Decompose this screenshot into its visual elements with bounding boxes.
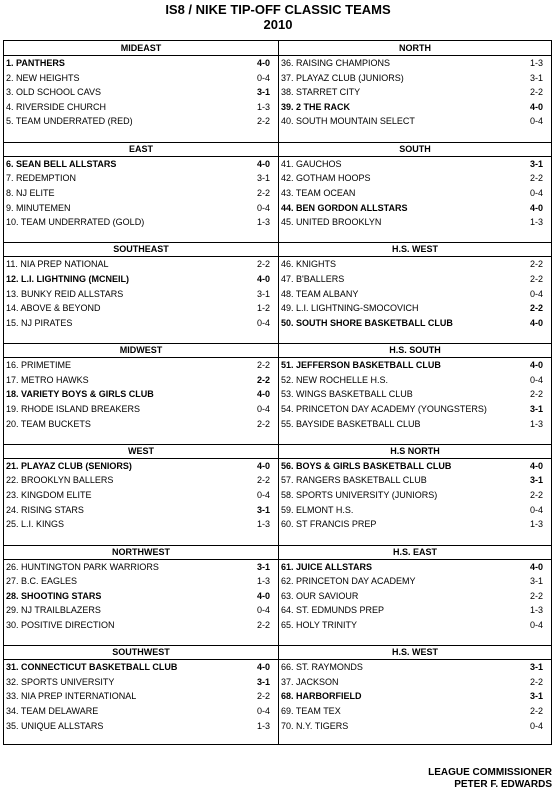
team-name: 16. PRIMETIME — [6, 360, 72, 371]
region-header: H.S NORTH — [390, 445, 440, 456]
team-record: 4-0 — [529, 101, 543, 112]
team-record: 0-4 — [529, 720, 543, 731]
team-name: 61. JUICE ALLSTARS — [281, 561, 373, 572]
team-name: 54. PRINCETON DAY ACADEMY (YOUNGSTERS) — [281, 403, 487, 414]
commissioner-name: PETER F. EDWARDS — [454, 779, 552, 790]
team-name: 35. UNIQUE ALLSTARS — [6, 720, 104, 731]
team-row — [279, 704, 551, 718]
team-record: 4-0 — [529, 460, 543, 471]
team-row — [4, 704, 278, 718]
team-record: 0-4 — [529, 619, 543, 630]
team-row — [4, 215, 278, 229]
region-header: H.S. EAST — [392, 546, 437, 557]
team-row — [4, 171, 278, 185]
team-row — [4, 114, 278, 128]
team-row — [4, 358, 278, 372]
team-row — [279, 215, 551, 229]
team-name: 32. SPORTS UNIVERSITY — [6, 676, 115, 687]
team-record: 0-4 — [256, 317, 270, 328]
team-row — [4, 257, 278, 271]
team-record: 2-2 — [529, 303, 543, 314]
team-row — [279, 373, 551, 387]
team-record: 3-1 — [529, 691, 543, 702]
team-name: 17. METRO HAWKS — [6, 374, 89, 385]
team-record: 2-2 — [256, 619, 270, 630]
team-row — [4, 71, 278, 85]
team-record: 3-1 — [256, 676, 270, 687]
team-name: 48. TEAM ALBANY — [281, 288, 359, 299]
region-header: SOUTH — [399, 143, 431, 154]
team-name: 30. POSITIVE DIRECTION — [6, 619, 115, 630]
team-row — [279, 689, 551, 703]
team-name: 39. 2 THE RACK — [281, 101, 351, 112]
team-record: 0-4 — [256, 490, 270, 500]
team-name: 8. NJ ELITE — [6, 187, 55, 198]
team-row — [279, 100, 551, 114]
team-name: 15. NJ PIRATES — [6, 317, 73, 328]
team-record: 3-1 — [529, 72, 543, 83]
team-record: 3-1 — [256, 87, 270, 98]
team-row — [4, 85, 278, 99]
region-header: NORTHWEST — [112, 546, 170, 557]
team-record: 3-1 — [529, 662, 543, 673]
team-row — [279, 85, 551, 99]
team-row — [279, 257, 551, 271]
team-row — [279, 201, 551, 215]
team-record: 1-3 — [529, 217, 543, 228]
team-name: 3. OLD SCHOOL CAVS — [6, 87, 102, 98]
team-record: 1-3 — [529, 58, 543, 68]
team-name: 37. JACKSON — [281, 676, 339, 687]
team-record: 2-2 — [529, 389, 543, 400]
team-record: 2-2 — [529, 490, 543, 500]
team-row — [4, 186, 278, 200]
team-name: 11. NIA PREP NATIONAL — [6, 259, 109, 270]
team-name: 33. NIA PREP INTERNATIONAL — [6, 691, 137, 702]
team-name: 59. ELMONT H.S. — [281, 504, 354, 515]
region-header: WEST — [128, 445, 154, 456]
team-row — [279, 473, 551, 487]
team-name: 53. WINGS BASKETBALL CLUB — [281, 389, 413, 400]
team-record: 1-3 — [256, 217, 270, 228]
team-record: 4-0 — [529, 360, 543, 371]
team-row — [279, 660, 551, 674]
region-header: MIDEAST — [120, 43, 162, 53]
team-row — [279, 114, 551, 128]
team-name: 43. TEAM OCEAN — [281, 187, 356, 198]
team-record: 0-4 — [529, 288, 543, 299]
team-record: 2-2 — [529, 274, 543, 284]
team-name: 29. NJ TRAILBLAZERS — [6, 605, 101, 616]
team-record: 2-2 — [256, 259, 270, 270]
team-row — [4, 589, 278, 603]
team-record: 1-3 — [529, 418, 543, 429]
team-record: 0-4 — [256, 605, 270, 616]
page-title: IS8 / NIKE TIP-OFF CLASSIC TEAMS — [165, 2, 391, 17]
team-row — [279, 272, 551, 286]
team-record: 1-3 — [256, 519, 270, 530]
team-row — [279, 517, 551, 531]
team-row — [4, 488, 278, 502]
team-record: 2-2 — [529, 676, 543, 687]
team-record: 0-4 — [529, 116, 543, 127]
team-name: 13. BUNKY REID ALLSTARS — [6, 288, 124, 299]
region-header: H.S. SOUTH — [389, 345, 441, 356]
team-record: 3-1 — [256, 173, 270, 184]
teams-grid — [3, 40, 552, 745]
team-name: 36. RAISING CHAMPIONS — [281, 58, 391, 68]
team-row — [279, 358, 551, 372]
team-row — [279, 574, 551, 588]
team-name: 49. L.I. LIGHTNING-SMOCOVICH — [281, 303, 419, 314]
team-name: 25. L.I. KINGS — [6, 519, 65, 530]
team-name: 46. KNIGHTS — [281, 259, 337, 270]
team-record: 0-4 — [529, 187, 543, 198]
team-record: 3-1 — [529, 158, 543, 169]
team-name: 52. NEW ROCHELLE H.S. — [281, 374, 389, 385]
team-record: 4-0 — [529, 317, 543, 328]
team-name: 27. B.C. EAGLES — [6, 576, 78, 587]
team-name: 19. RHODE ISLAND BREAKERS — [6, 403, 141, 414]
team-row — [4, 272, 278, 286]
team-row — [4, 316, 278, 330]
team-row — [4, 560, 278, 574]
team-row — [279, 589, 551, 603]
team-name: 9. MINUTEMEN — [6, 202, 71, 213]
team-row — [4, 287, 278, 301]
team-name: 64. ST. EDMUNDS PREP — [281, 605, 385, 616]
team-record: 3-1 — [529, 475, 543, 486]
team-row — [4, 373, 278, 387]
team-row — [279, 387, 551, 401]
team-name: 26. HUNTINGTON PARK WARRIORS — [6, 561, 159, 572]
team-record: 0-4 — [256, 706, 270, 716]
team-record: 0-4 — [256, 72, 270, 83]
team-name: 31. CONNECTICUT BASKETBALL CLUB — [6, 662, 178, 673]
team-row — [279, 675, 551, 689]
team-name: 58. SPORTS UNIVERSITY (JUNIORS) — [281, 490, 438, 500]
team-row — [4, 517, 278, 531]
team-row — [4, 603, 278, 617]
team-name: 70. N.Y. TIGERS — [281, 720, 349, 731]
page-year: 2010 — [263, 17, 293, 32]
team-record: 0-4 — [529, 374, 543, 385]
team-row — [4, 417, 278, 431]
team-name: 4. RIVERSIDE CHURCH — [6, 101, 107, 112]
team-record: 0-4 — [529, 504, 543, 515]
team-row — [4, 574, 278, 588]
team-name: 55. BAYSIDE BASKETBALL CLUB — [281, 418, 421, 429]
team-record: 3-1 — [256, 504, 270, 515]
region-header: SOUTHEAST — [113, 244, 169, 255]
team-name: 14. ABOVE & BEYOND — [6, 303, 101, 314]
team-name: 21. PLAYAZ CLUB (SENIORS) — [6, 460, 132, 471]
team-row — [279, 503, 551, 517]
team-record: 1-3 — [529, 605, 543, 616]
team-record: 2-2 — [256, 418, 270, 429]
team-record: 4-0 — [256, 662, 270, 673]
team-record: 2-2 — [529, 590, 543, 601]
team-name: 38. STARRET CITY — [281, 87, 361, 98]
team-name: 65. HOLY TRINITY — [281, 619, 358, 630]
team-row — [279, 488, 551, 502]
team-record: 2-2 — [529, 173, 543, 184]
team-name: 50. SOUTH SHORE BASKETBALL CLUB — [281, 317, 453, 328]
team-row — [279, 56, 551, 70]
team-row — [279, 618, 551, 632]
region-header: SOUTHWEST — [112, 647, 170, 658]
team-row — [279, 719, 551, 733]
team-name: 10. TEAM UNDERRATED (GOLD) — [6, 217, 145, 228]
team-row — [4, 301, 278, 315]
team-record: 2-2 — [256, 691, 270, 702]
team-name: 57. RANGERS BASKETBALL CLUB — [281, 475, 427, 486]
team-record: 4-0 — [256, 274, 270, 284]
team-row — [279, 157, 551, 171]
team-record: 1-3 — [529, 519, 543, 530]
team-record: 3-1 — [529, 403, 543, 414]
team-row — [4, 719, 278, 733]
team-record: 1-3 — [256, 576, 270, 587]
team-name: 2. NEW HEIGHTS — [6, 72, 80, 83]
team-row — [279, 402, 551, 416]
team-row — [4, 402, 278, 416]
team-name: 51. JEFFERSON BASKETBALL CLUB — [281, 360, 441, 371]
team-name: 44. BEN GORDON ALLSTARS — [281, 202, 408, 213]
team-name: 28. SHOOTING STARS — [6, 590, 102, 601]
team-record: 2-2 — [256, 374, 270, 385]
team-name: 69. TEAM TEX — [281, 706, 341, 716]
team-row — [279, 316, 551, 330]
team-name: 12. L.I. LIGHTNING (MCNEIL) — [6, 274, 129, 284]
team-name: 41. GAUCHOS — [281, 158, 342, 169]
team-record: 4-0 — [256, 389, 270, 400]
team-name: 47. B'BALLERS — [281, 274, 345, 284]
region-header: NORTH — [399, 43, 431, 53]
team-name: 68. HARBORFIELD — [281, 691, 362, 702]
team-name: 18. VARIETY BOYS & GIRLS CLUB — [6, 389, 154, 400]
team-record: 0-4 — [256, 202, 270, 213]
region-header: MIDWEST — [119, 345, 163, 356]
team-record: 2-2 — [529, 706, 543, 716]
team-name: 23. KINGDOM ELITE — [6, 490, 92, 500]
team-row — [4, 618, 278, 632]
team-record: 2-2 — [256, 116, 270, 127]
team-record: 2-2 — [529, 87, 543, 98]
team-name: 6. SEAN BELL ALLSTARS — [6, 158, 117, 169]
region-header: H.S. WEST — [391, 244, 438, 255]
team-record: 1-3 — [256, 101, 270, 112]
team-name: 42. GOTHAM HOOPS — [281, 173, 371, 184]
commissioner-title: LEAGUE COMMISSIONER — [428, 767, 552, 778]
team-record: 4-0 — [529, 202, 543, 213]
team-name: 63. OUR SAVIOUR — [281, 590, 359, 601]
region-header: EAST — [128, 143, 153, 154]
team-name: 5. TEAM UNDERRATED (RED) — [6, 116, 133, 127]
team-row — [279, 603, 551, 617]
team-name: 37. PLAYAZ CLUB (JUNIORS) — [281, 72, 404, 83]
team-row — [4, 675, 278, 689]
team-record: 4-0 — [256, 460, 270, 471]
team-row — [279, 71, 551, 85]
region-header: H.S. WEST — [391, 647, 438, 658]
team-record: 2-2 — [256, 475, 270, 486]
team-name: 24. RISING STARS — [6, 504, 84, 515]
team-name: 22. BROOKLYN BALLERS — [6, 475, 114, 486]
team-row — [279, 560, 551, 574]
team-name: 7. REDEMPTION — [6, 173, 77, 184]
team-record: 2-2 — [256, 187, 270, 198]
team-record: 2-2 — [529, 259, 543, 270]
team-name: 45. UNITED BROOKLYN — [281, 217, 382, 228]
team-row — [279, 186, 551, 200]
team-name: 40. SOUTH MOUNTAIN SELECT — [281, 116, 415, 127]
team-row — [4, 473, 278, 487]
team-row — [4, 100, 278, 114]
team-row — [279, 301, 551, 315]
team-row — [4, 660, 278, 674]
team-row — [279, 417, 551, 431]
team-record: 4-0 — [529, 561, 543, 572]
team-row — [4, 56, 278, 70]
team-record: 3-1 — [529, 576, 543, 587]
team-name: 20. TEAM BUCKETS — [6, 418, 91, 429]
team-name: 66. ST. RAYMONDS — [281, 662, 363, 673]
team-row — [279, 459, 551, 473]
team-record: 4-0 — [256, 58, 270, 68]
team-row — [4, 459, 278, 473]
team-name: 60. ST FRANCIS PREP — [281, 519, 377, 530]
team-row — [4, 689, 278, 703]
team-name: 34. TEAM DELAWARE — [6, 706, 99, 716]
team-record: 1-3 — [256, 720, 270, 731]
team-row — [279, 171, 551, 185]
team-record: 3-1 — [256, 288, 270, 299]
team-record: 0-4 — [256, 403, 270, 414]
team-row — [279, 287, 551, 301]
team-row — [4, 387, 278, 401]
team-row — [4, 503, 278, 517]
team-row — [4, 201, 278, 215]
team-name: 56. BOYS & GIRLS BASKETBALL CLUB — [281, 460, 452, 471]
team-record: 4-0 — [256, 158, 270, 169]
team-record: 4-0 — [256, 590, 270, 601]
team-row — [4, 157, 278, 171]
team-name: 62. PRINCETON DAY ACADEMY — [281, 576, 416, 587]
team-name: 1. PANTHERS — [6, 58, 65, 68]
team-record: 3-1 — [256, 561, 270, 572]
team-record: 1-2 — [256, 303, 270, 314]
team-record: 2-2 — [256, 360, 270, 371]
